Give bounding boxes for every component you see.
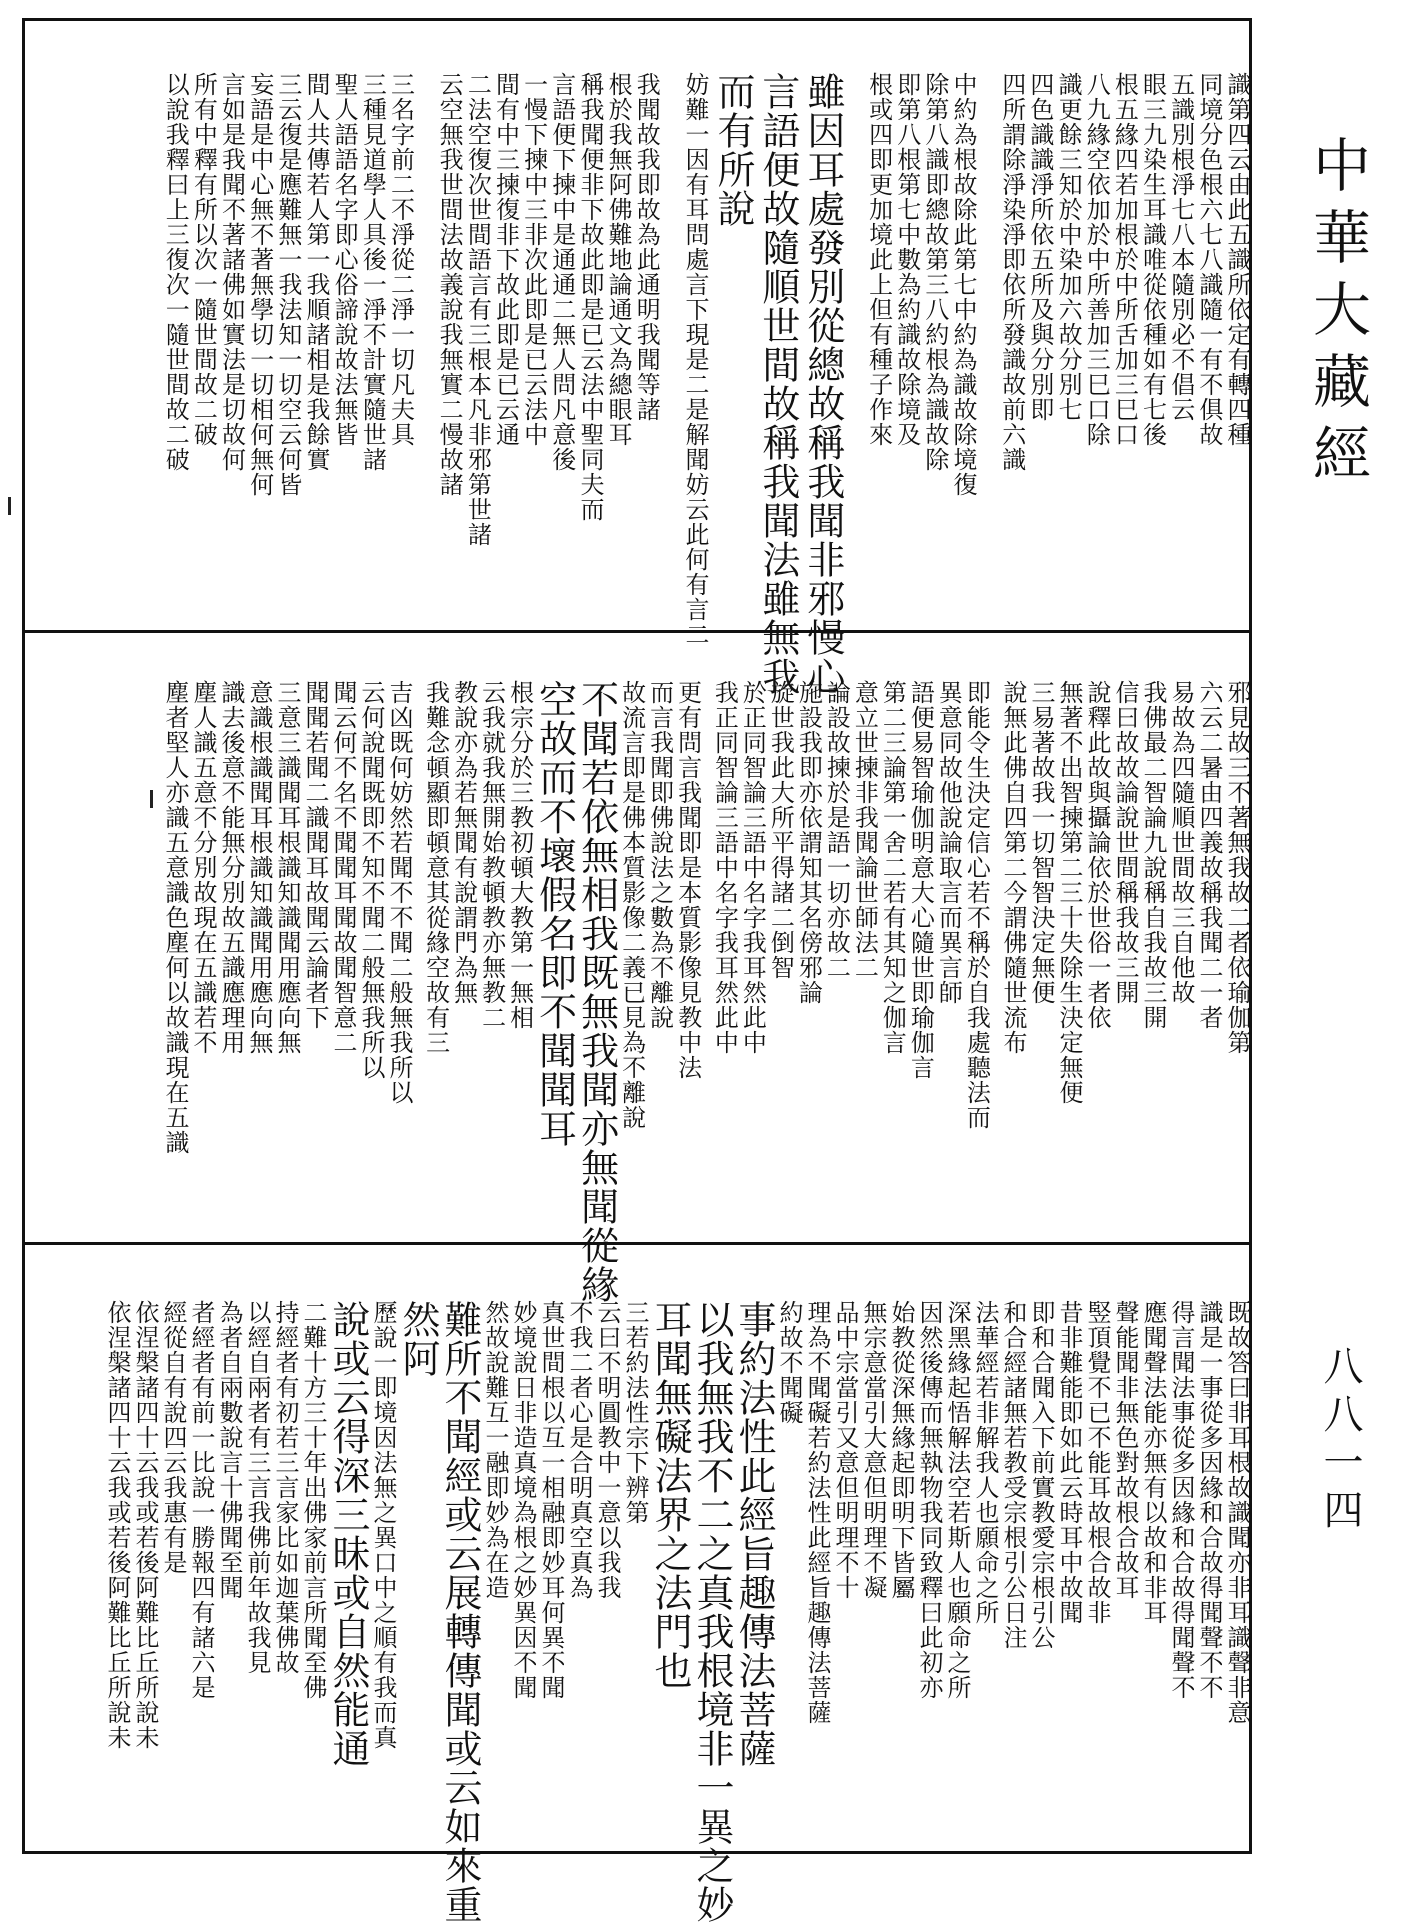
commentary-column: 理為不聞礙若約法性此經旨趣傳法菩薩 bbox=[803, 1300, 831, 1725]
commentary-column: 間有中三揀復非下故此即是已云通 bbox=[491, 72, 520, 447]
commentary-column: 邪見故三不著無我故二者依瑜伽第 bbox=[1223, 680, 1251, 1055]
commentary-column: 約故不聞礙 bbox=[775, 1300, 803, 1425]
main-text-column: 空故而不壞假名即不聞聞耳 bbox=[532, 680, 577, 1148]
commentary-column: 品中宗當引又意但明理不十 bbox=[831, 1300, 859, 1600]
commentary-column: 無宗意當引大意但明理不凝 bbox=[859, 1300, 887, 1600]
commentary-column: 云空無我世間法故義說我無實二慢故諸 bbox=[435, 72, 464, 497]
commentary-column: 吉凶既何妨然若聞不不聞二般無我所以 bbox=[384, 680, 413, 1105]
commentary-column: 妄語是中心無不著無學切一切相何無何 bbox=[245, 72, 274, 497]
commentary-column: 依涅槃諸四十云我或若後阿難比丘所說未 bbox=[131, 1300, 159, 1750]
commentary-column: 我佛最二智論九說稱自我故三開 bbox=[1139, 680, 1167, 1030]
commentary-column: 歷說一即境因法無之異口中之順有我而真 bbox=[369, 1300, 397, 1750]
commentary-column: 二難十方三十年出佛家前言所聞至佛 bbox=[299, 1300, 327, 1700]
commentary-column: 塵者堅人亦識五意識色塵何以故識現在五識 bbox=[160, 680, 189, 1155]
margin-mark bbox=[8, 497, 11, 515]
commentary-column: 而言我聞即佛說法之數為不離說 bbox=[645, 680, 674, 1030]
commentary-column: 六云二暑由四義故稱我聞二一者 bbox=[1195, 680, 1223, 1030]
collection-title: 中華大藏經 bbox=[1303, 135, 1371, 495]
commentary-column: 不我二者心是合明真空真為 bbox=[565, 1300, 593, 1600]
commentary-column: 異意同故他說論取言而異言師 bbox=[934, 680, 963, 1005]
commentary-column: 竪頂覺不已不能耳故根合故非 bbox=[1083, 1300, 1111, 1625]
main-text-column: 雖因耳處發別從總故稱我聞非邪慢心 bbox=[800, 72, 845, 696]
commentary-column: 云曰不明圓教中一意以我我 bbox=[593, 1300, 621, 1600]
commentary-column: 識更餘三知於中染加六故分別七 bbox=[1054, 72, 1083, 422]
commentary-column: 言如是我聞不著諸佛如實法是切故何 bbox=[217, 72, 246, 472]
main-text-column: 而有所說 bbox=[710, 72, 755, 228]
commentary-column: 三若約法性宗下辨第 bbox=[621, 1300, 649, 1525]
commentary-column: 間人共傳若人第一我順諸相是我餘實 bbox=[302, 72, 330, 472]
commentary-column: 四色識識淨所依五所及與分別即 bbox=[1025, 72, 1054, 422]
commentary-column: 然故說難互一融即妙為在造 bbox=[481, 1300, 509, 1600]
commentary-column: 因然後傳而無執物我同致釋曰此初亦 bbox=[915, 1300, 943, 1700]
commentary-column: 聞聞若聞二識聞耳故聞云論者下 bbox=[300, 680, 329, 1030]
commentary-column: 聖人語語名字即心俗諦說故法無皆 bbox=[330, 72, 359, 447]
commentary-column: 我難念頓顯即頓意其從緣空故有三 bbox=[421, 680, 450, 1055]
column-gap bbox=[976, 72, 997, 592]
commentary-column: 所有中釋有所以次一隨世間故二破 bbox=[189, 72, 218, 447]
commentary-column: 四所謂除淨染淨即依所發識故前六識 bbox=[997, 72, 1026, 472]
commentary-column: 得言聞法事從多因緣和合故得聞聲不 bbox=[1167, 1300, 1195, 1700]
column-gap bbox=[412, 680, 421, 1200]
commentary-column: 云何說聞既即不知不聞二般無我所以 bbox=[356, 680, 385, 1080]
commentary-column: 說釋此故與攝論依於世俗一者依 bbox=[1083, 680, 1111, 1030]
commentary-column: 三種見道學人具後一淨不計實隨世諸 bbox=[358, 72, 387, 472]
commentary-column: 易故為四隨順世間故三自他故 bbox=[1167, 680, 1195, 1005]
main-text-column: 難所不聞經或云展轉傳聞或云如來重 bbox=[438, 1300, 482, 1924]
commentary-column: 中約為根故除此第七中約為識故除境復 bbox=[949, 72, 978, 497]
commentary-column: 稱我聞便非下故此即是已云法中聖同夫而 bbox=[575, 72, 604, 522]
commentary-column: 我聞故我即故為此通明我聞等諸 bbox=[632, 72, 661, 422]
commentary-column: 意識根識聞耳根識知識聞用應向無 bbox=[244, 680, 273, 1055]
commentary-column: 塵人識五意不分別故現在五識若不 bbox=[188, 680, 217, 1055]
register-divider-2 bbox=[22, 1242, 1252, 1245]
commentary-column: 持經者有初若三言家比如迦葉佛故 bbox=[271, 1300, 299, 1675]
commentary-column: 法華經若非解我人也願命之所 bbox=[971, 1300, 999, 1625]
column-gap bbox=[413, 72, 434, 592]
commentary-column: 根或四即更加境此上但有種子作來 bbox=[864, 72, 893, 447]
commentary-column: 即第八根第七中數為約識故除境及 bbox=[892, 72, 921, 447]
commentary-column: 無著不出智揀第二三十失除生決定無便 bbox=[1055, 680, 1083, 1105]
commentary-column: 妨難一因有耳問處言下現是二是解聞妨云此何有言二 bbox=[680, 72, 709, 647]
commentary-column: 三云復是應難無一我法知一切空云何皆 bbox=[273, 72, 302, 497]
commentary-column: 第二三論第一舍二若有其知之伽言 bbox=[878, 680, 907, 1055]
commentary-column: 者經者有前一比說一勝報四有諸六是 bbox=[187, 1300, 215, 1700]
commentary-column: 根於我無阿佛難地論通文為總眼耳 bbox=[604, 72, 633, 447]
commentary-column: 論設故揀於是語一切亦故二 bbox=[822, 680, 851, 980]
commentary-column: 更有問言我聞即是本質影像見教中法 bbox=[673, 680, 702, 1080]
commentary-column: 始教從深無緣起即明下皆屬 bbox=[887, 1300, 915, 1600]
commentary-column: 和合經諸無若教受宗根引公日注 bbox=[999, 1300, 1027, 1650]
commentary-column: 信曰故故論說世間稱我故三開 bbox=[1111, 680, 1139, 1005]
commentary-column: 意立世揀非我聞論世師法二 bbox=[850, 680, 879, 980]
commentary-column: 八九緣空依加於中所善加三巳口除 bbox=[1082, 72, 1111, 447]
commentary-column: 識是一事從多因緣和合故得聞聲不不 bbox=[1195, 1300, 1223, 1700]
register-divider-1 bbox=[22, 630, 1252, 633]
main-text-column: 說或云得深三昧或自然能通 bbox=[326, 1300, 370, 1768]
commentary-column: 真世間根以互一相融即妙耳何異不聞 bbox=[537, 1300, 565, 1700]
commentary-column: 三名字前二不淨從二淨一切凡夫具 bbox=[386, 72, 415, 447]
commentary-column: 施設我即亦依謂知其名傍邪論 bbox=[794, 680, 823, 1005]
commentary-column: 既故答曰非耳根故識聞亦非耳識聲非意 bbox=[1223, 1300, 1251, 1725]
commentary-column: 教說亦為若無聞有說謂門為無 bbox=[449, 680, 478, 1005]
commentary-column: 旋世我此大所平得諸二倒智 bbox=[766, 680, 795, 980]
main-text-column: 言語便故隨順世間故稱我聞法雖無我 bbox=[755, 72, 800, 696]
commentary-column: 即和合聞入下前實教愛宗根引公 bbox=[1027, 1300, 1055, 1650]
main-text-column: 耳聞無礙法界之法門也 bbox=[648, 1300, 692, 1690]
commentary-column: 經從自有說四云我惠有是 bbox=[159, 1300, 187, 1575]
commentary-column: 聞云何不名不聞聞耳聞故聞智意二 bbox=[328, 680, 357, 1055]
commentary-column: 根宗分於三教初頓大教第一無相 bbox=[505, 680, 534, 1030]
commentary-column: 我正同智論三語中名字我耳然此中 bbox=[710, 680, 739, 1055]
commentary-column: 識第四云由此五識所依定有轉四種 bbox=[1223, 72, 1251, 447]
commentary-column: 依涅槃諸四十云我或若後阿難比丘所說未 bbox=[103, 1300, 131, 1750]
commentary-column: 一慢下揀中三非次此即是已云法中 bbox=[519, 72, 548, 447]
commentary-column: 語便易智瑜伽明意大心隨世即瑜伽言 bbox=[906, 680, 935, 1080]
commentary-column: 為者自兩數說言十佛聞至聞 bbox=[215, 1300, 243, 1600]
commentary-column: 故流言即是佛本質影像二義已見為不離說 bbox=[617, 680, 646, 1130]
commentary-column: 同境分色根六七八識隨一有不俱故 bbox=[1194, 72, 1223, 447]
commentary-column: 三意三識聞耳根識知識聞用應向無 bbox=[272, 680, 301, 1055]
text-register-bottom bbox=[103, 1300, 1251, 1924]
main-text-column: 然阿 bbox=[396, 1300, 440, 1378]
commentary-column: 除第八識即總故第三八約根為識故除 bbox=[920, 72, 949, 472]
column-gap bbox=[701, 680, 710, 1200]
commentary-column: 根五緣四若加根於中所舌加三巳口 bbox=[1110, 72, 1139, 447]
margin-mark bbox=[150, 790, 153, 808]
commentary-column: 昔非難能即如此云時耳中故聞 bbox=[1055, 1300, 1083, 1625]
commentary-column: 云我就我無開始教頓教亦無教二 bbox=[477, 680, 506, 1030]
column-gap bbox=[843, 72, 864, 592]
text-register-top bbox=[160, 72, 1251, 696]
commentary-column: 言語便下揀中是通通二無人問凡意後 bbox=[547, 72, 576, 472]
commentary-column: 五識別根淨七八本隨別必不倡云 bbox=[1166, 72, 1195, 422]
column-gap bbox=[989, 680, 998, 1200]
page-number: 八八一四 bbox=[1317, 1345, 1363, 1537]
main-text-column: 以我無我不二之真我根境非一異之妙 bbox=[690, 1300, 734, 1924]
commentary-column: 識去後意不能無分別故五識應理用 bbox=[216, 680, 245, 1055]
column-gap bbox=[659, 72, 680, 592]
commentary-column: 應聞聲法能亦無有以故和非耳 bbox=[1139, 1300, 1167, 1625]
main-text-column: 事約法性此經旨趣傳法菩薩 bbox=[732, 1300, 776, 1768]
commentary-column: 眼三九染生耳識唯從依種如有七後 bbox=[1138, 72, 1167, 447]
commentary-column: 即能令生決定信心若不稱於自我處聽法而 bbox=[962, 680, 991, 1130]
commentary-column: 二法空復次世間語言有三根本凡非邪第世諸 bbox=[463, 72, 492, 547]
commentary-column: 以經自兩者有三言我佛前年故我見 bbox=[243, 1300, 271, 1675]
commentary-column: 聲能聞非無色對故根合故耳 bbox=[1111, 1300, 1139, 1600]
commentary-column: 三易著故我一切智智決定無便 bbox=[1027, 680, 1055, 1005]
main-text-column: 不聞若依無相我既無我聞亦無聞從緣 bbox=[574, 680, 619, 1304]
commentary-column: 於正同智論三語中名字我耳然此中 bbox=[738, 680, 767, 1055]
text-register-middle bbox=[160, 680, 1251, 1304]
commentary-column: 深黑緣起悟解法空若斯人也願命之所 bbox=[943, 1300, 971, 1700]
commentary-column: 妙境說日非造真境為根之妙異因不聞 bbox=[509, 1300, 537, 1700]
commentary-column: 以說我釋曰上三復次一隨世間故二破 bbox=[161, 72, 190, 472]
commentary-column: 說無此佛自四第二今謂佛隨世流布 bbox=[999, 680, 1027, 1055]
